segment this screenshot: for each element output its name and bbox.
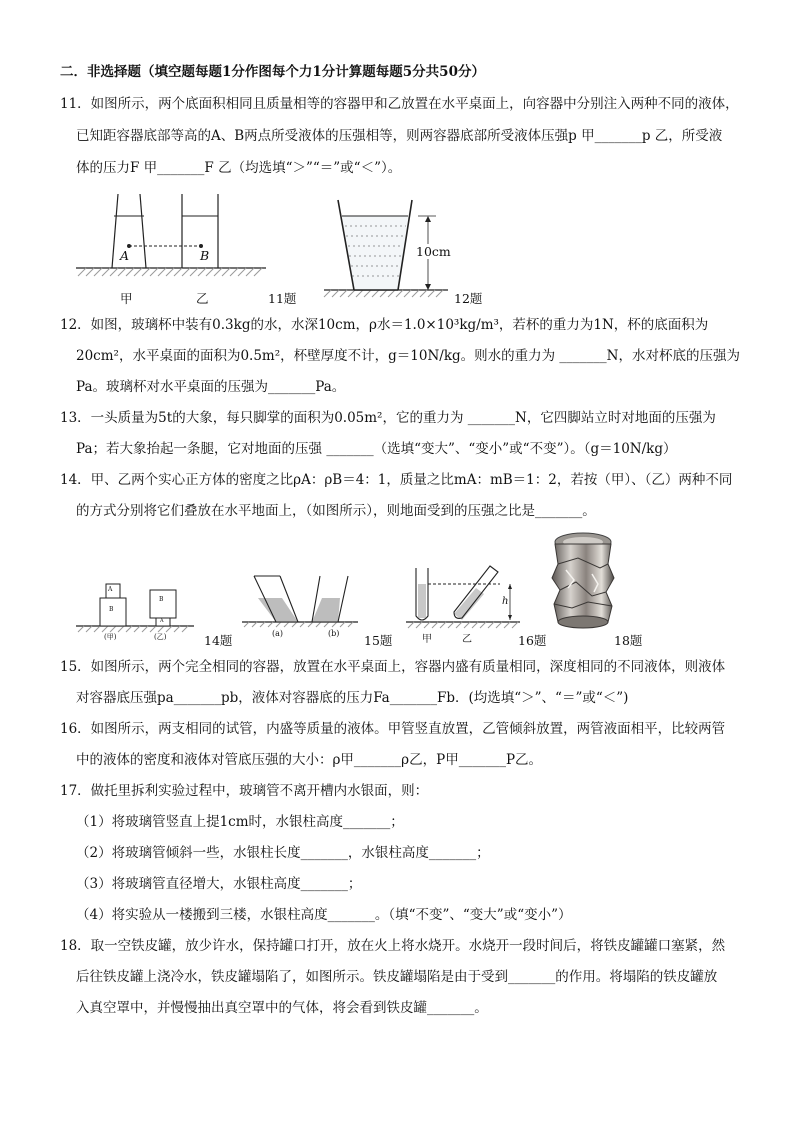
- q16-line-2: 中的液体的密度和液体对管底压强的大小：ρ甲_______ρ乙，P甲_______P乙。: [76, 752, 543, 768]
- q13-line-2: Pa；若大象抬起一条腿，它对地面的压强 _______（选填“变大”、“变小”或“不变”）。（g＝10N/kg）: [76, 441, 677, 457]
- section-title: 二．非选择题（填空题每题1分作图每个力1分计算题每题5分共50分）: [60, 64, 485, 80]
- q17-sub-2: （2）将玻璃管倾斜一些，水银柱长度_______，水银柱高度_______；: [76, 845, 490, 861]
- q11-line-3: 体的压力F 甲_______F 乙（均选填“＞”“＝”或“＜”）。: [76, 160, 402, 176]
- fig14-caption: 14题: [204, 633, 233, 648]
- q12-line-2: 20cm²，水平桌面的面积为0.5m²，杯壁厚度不计，g＝10N/kg。则水的重力为 _______N，水对杯底的压强为: [76, 348, 740, 364]
- figure-18-crushed-can: [548, 530, 618, 636]
- q11-line-2: 已知距容器底部等高的A、B两点所受液体的压强相等，则两容器底部所受液体压强p 甲_______p 乙，所受液: [76, 128, 723, 144]
- q14-line-1: 14．甲、乙两个实心正方体的密度之比ρA：ρB＝4：1，质量之比mA：mB＝1：2，若按（甲）、（乙）两种不同: [60, 472, 733, 488]
- q18-line-3: 入真空罩中，并慢慢抽出真空罩中的气体，将会看到铁皮罐_______。: [76, 1000, 488, 1016]
- fig14-jia-block-a: A: [108, 586, 113, 593]
- fig12-caption: 12题: [454, 291, 483, 306]
- fig14-label-jia: (甲): [104, 633, 117, 641]
- fig15-caption: 15题: [364, 633, 393, 648]
- fig11-point-b: B: [200, 248, 210, 263]
- fig11-label-jia: 甲: [120, 291, 133, 306]
- fig14-jia-block-b: B: [109, 606, 114, 613]
- q16-line-1: 16．如图所示，两支相同的试管，内盛等质量的液体。甲管竖直放置，乙管倾斜放置，两管液面相平，比较两管: [60, 721, 726, 737]
- fig11-caption: 11题: [268, 291, 297, 306]
- fig11-label-yi: 乙: [196, 291, 209, 306]
- q17-sub-4: （4）将实验从一楼搬到三楼，水银柱高度_______。（填“不变”、“变大”或“变小”）: [76, 907, 572, 923]
- q18-line-1: 18．取一空铁皮罐，放少许水，保持罐口打开，放在火上将水烧开。水烧开一段时间后，将铁皮罐罐口塞紧，然: [60, 938, 726, 954]
- fig14-label-yi: (乙): [154, 633, 167, 641]
- q13-line-1: 13．一头质量为5t的大象，每只脚掌的面积为0.05m²，它的重力为 _______N，它四脚站立时对地面的压强为: [60, 410, 716, 426]
- fig16-label-yi: 乙: [462, 634, 472, 645]
- fig11-point-a: A: [120, 248, 130, 263]
- fig14-yi-block-a: A: [160, 618, 164, 624]
- q18-line-2: 后往铁皮罐上浇冷水，铁皮罐塌陷了，如图所示。铁皮罐塌陷是由于受到_______的作用。将塌陷的铁皮罐放: [76, 969, 718, 985]
- figure-11-containers: [70, 186, 270, 281]
- q17-sub-3: （3）将玻璃管直径增大，水银柱高度_______；: [76, 876, 362, 892]
- q12-line-3: Pa。玻璃杯对水平桌面的压强为_______Pa。: [76, 379, 346, 395]
- fig12-height-label: 10cm: [416, 244, 451, 259]
- q15-line-2: 对容器底压强pa_______pb，液体对容器底的压力Fa_______Fb．(均选填“＞”、“＝”或“＜”): [76, 690, 629, 706]
- figure-14-blocks: [76, 574, 206, 640]
- fig15-label-a: (a): [272, 629, 284, 638]
- fig15-label-b: (b): [328, 629, 340, 638]
- q15-line-1: 15．如图所示，两个完全相同的容器，放置在水平桌面上，容器内盛有质量相同，深度相同的不同液体，则液体: [60, 659, 726, 675]
- fig16-label-jia: 甲: [422, 634, 432, 645]
- fig16-caption: 16题: [518, 633, 547, 648]
- fig14-yi-block-b: B: [159, 596, 164, 603]
- q12-line-1: 12．如图，玻璃杯中装有0.3kg的水，水深10cm，ρ水＝1.0×10³kg/m³，若杯的重力为1N，杯的底面积为: [60, 317, 709, 333]
- q14-line-2: 的方式分别将它们叠放在水平地面上，（如图所示），则地面受到的压强之比是_______。: [76, 503, 596, 519]
- figure-15-containers: [240, 572, 362, 630]
- q17-line-1: 17．做托里拆利实验过程中，玻璃管不离开槽内水银面，则：: [60, 783, 429, 799]
- q11-line-1: 11．如图所示，两个底面积相同且质量相等的容器甲和乙放置在水平桌面上，向容器中分别注入两种不同的液体，: [60, 96, 739, 112]
- q17-sub-1: （1）将玻璃管竖直上提1cm时，水银柱高度_______；: [76, 814, 404, 830]
- fig18-caption: 18题: [614, 633, 643, 648]
- fig16-h-label: h: [502, 596, 509, 607]
